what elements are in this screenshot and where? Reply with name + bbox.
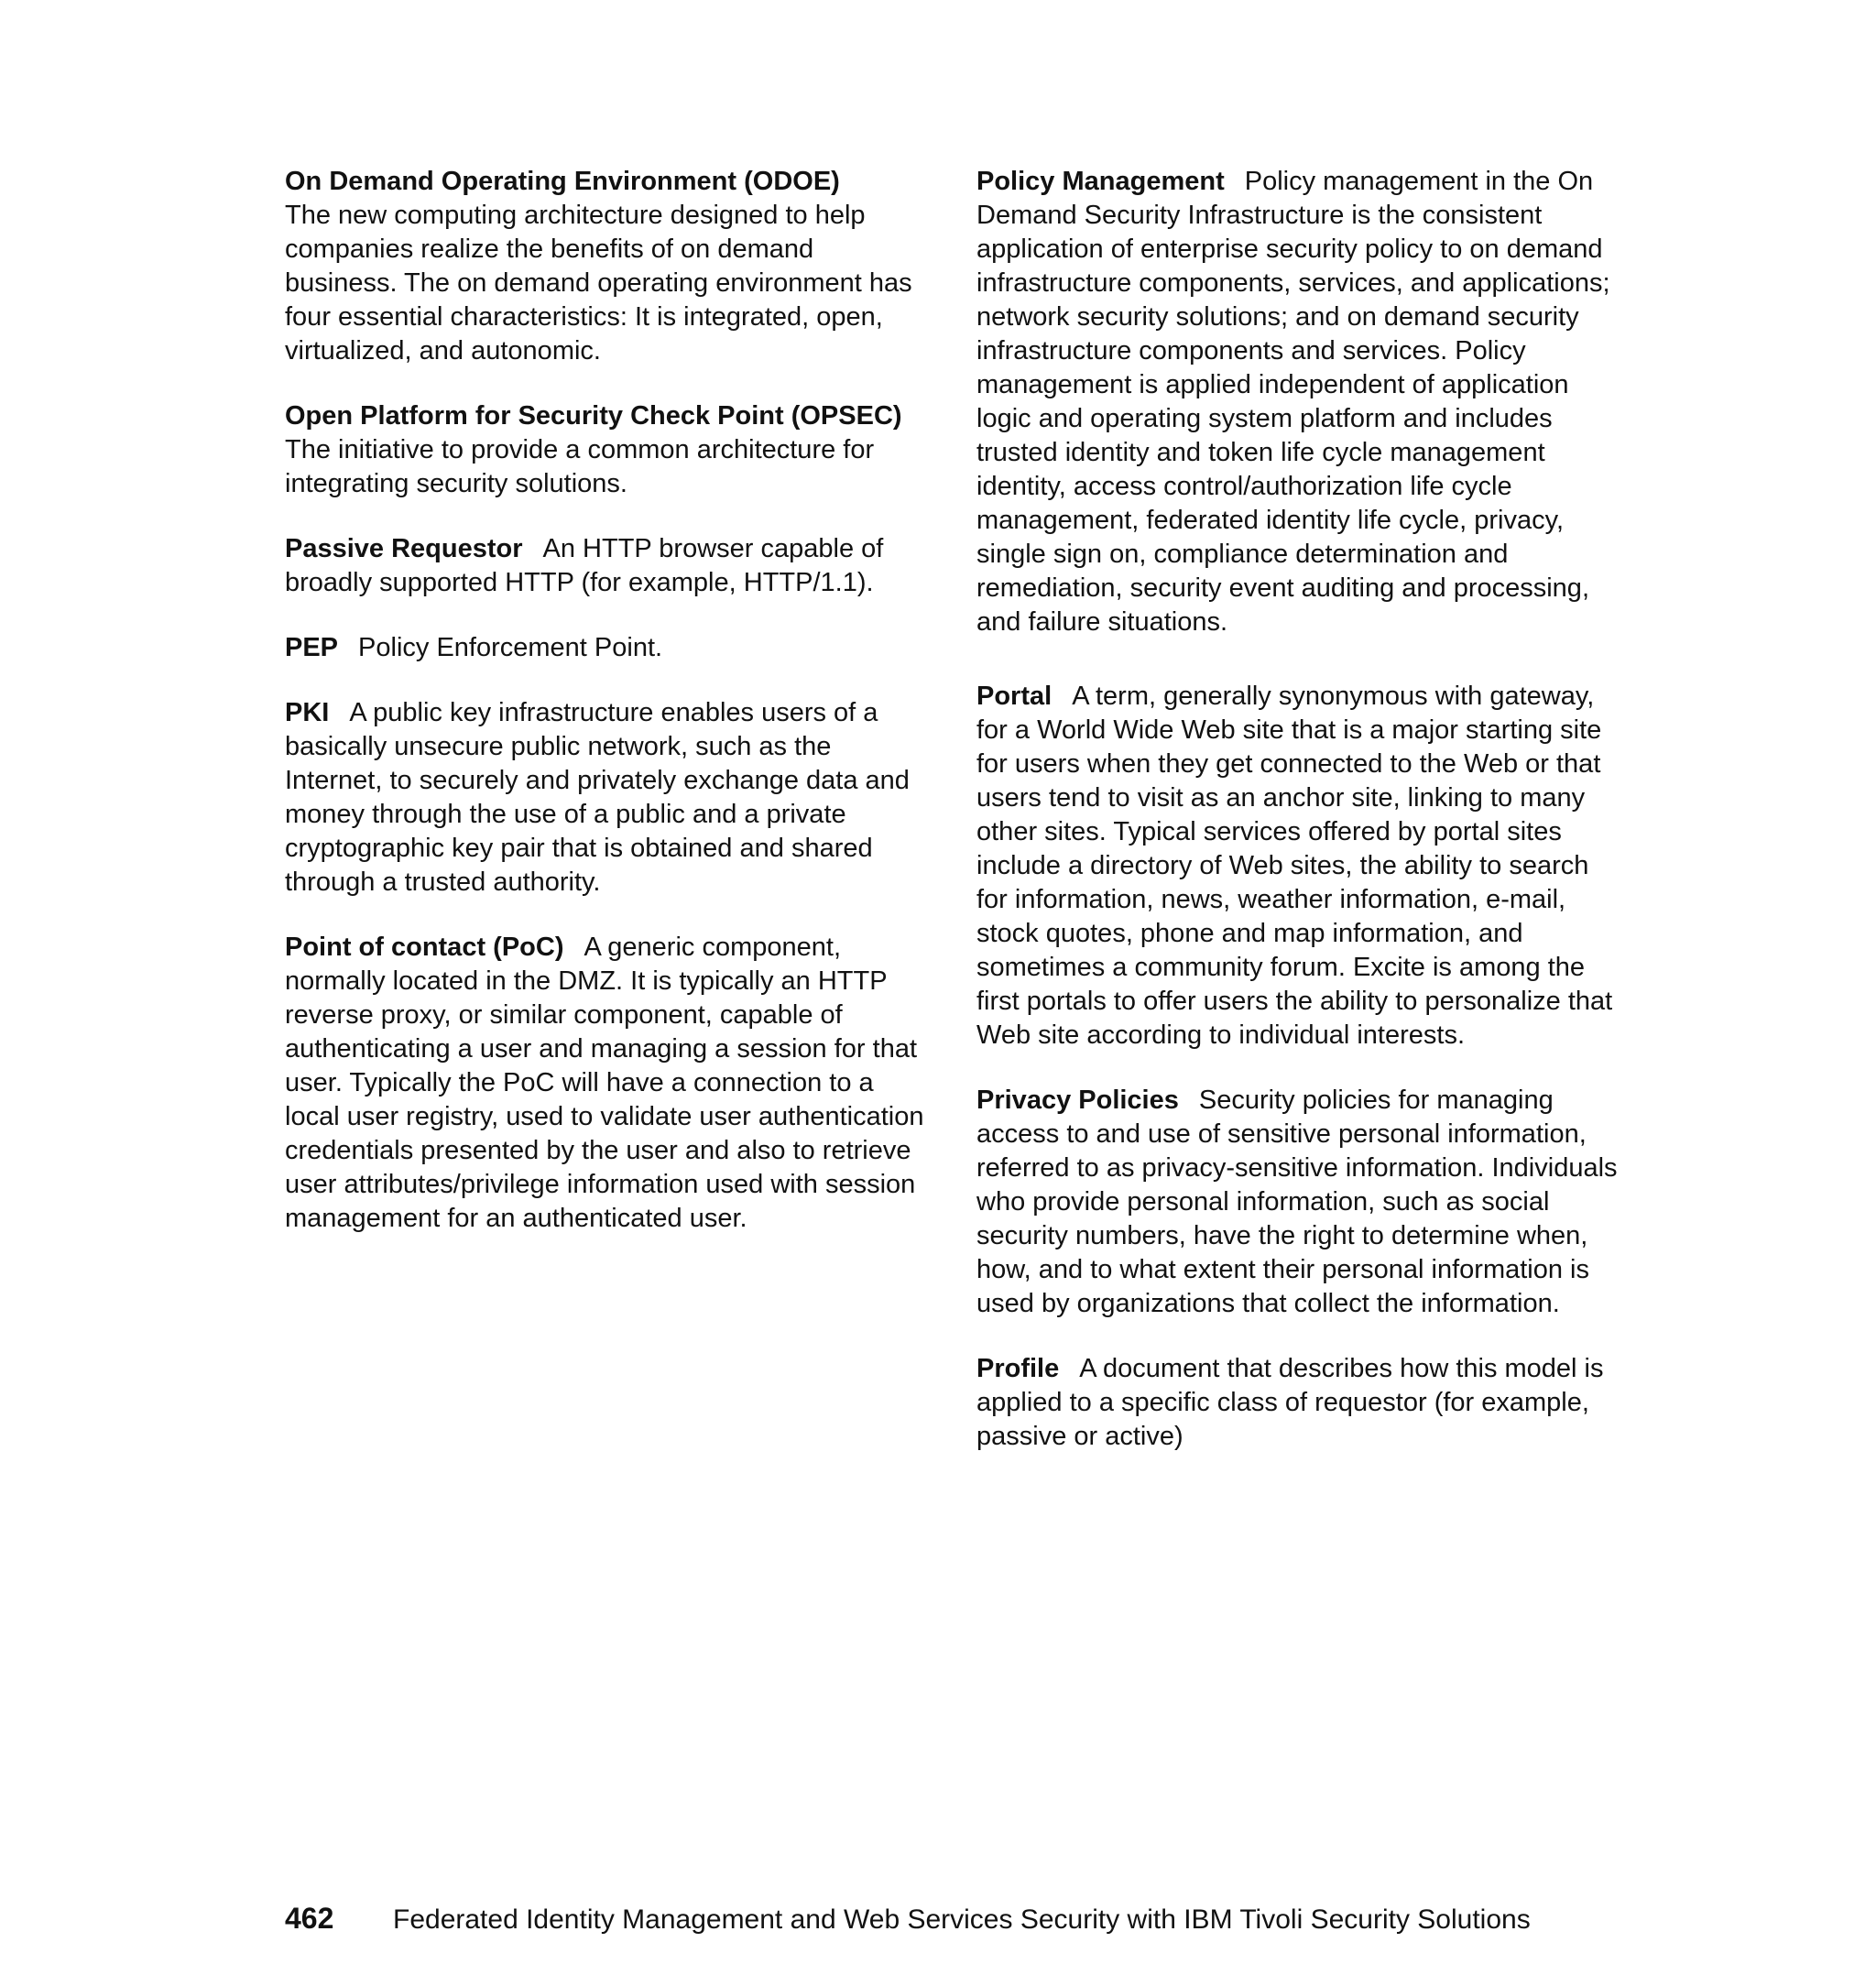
glossary-term: Profile [976, 1354, 1060, 1383]
glossary-entry-opsec [285, 399, 926, 501]
glossary-right-column [976, 165, 1620, 1485]
glossary-entry-passive-requestor [285, 532, 926, 600]
glossary-definition: A generic component, normally located in the DMZ. It is typically an HTTP reverse proxy, or similar component, capable of authenticating a user and managing a session for that user. Typically the PoC will have a connection to a local user registry, used to validate user authentication credentials presented by the user and also to retrieve user attributes/privilege information used with session management for an authenticated user. [285, 933, 924, 1233]
glossary-term: Portal [976, 682, 1053, 711]
glossary-entry-point-of-contact [285, 931, 926, 1236]
glossary-definition: The initiative to provide a common architecture for integrating security solutions. [285, 435, 875, 498]
glossary-definition: A document that describes how this model is applied to a specific class of requestor (for example, passive or active) [976, 1354, 1604, 1451]
page-number: 462 [285, 1902, 334, 1935]
glossary-definition: A term, generally synonymous with gateway, for a World Wide Web site that is a major starting site for users when they get connected to the Web or that users tend to visit as an anchor site, linking to many other sites. Typical services offered by portal sites include a directory of Web sites, the ability to search for information, news, weather information, e-mail, stock quotes, phone and map information, and sometimes a community forum. Excite is among the first portals to offer users the ability to personalize that Web site according to individual interests. [976, 682, 1613, 1050]
glossary-definition: A public key infrastructure enables users of a basically unsecure public network, such as the Internet, to securely and privately exchange data and money through the use of a public and a private cryptographic key pair that is obtained and shared through a trusted authority. [285, 698, 910, 897]
glossary-definition: The new computing architecture designed to help companies realize the benefits of on demand business. The on demand operating environment has four essential characteristics: It is integrated, open, virtualized, and autonomic. [285, 201, 912, 366]
glossary-entry-odoe [285, 165, 926, 368]
glossary-term: PEP [285, 633, 339, 662]
glossary-definition: Policy management in the On Demand Security Infrastructure is the consistent application of enterprise security policy to on demand infrastructure components, services, and applications; network security solutions; and on demand security infrastructure components and services. Policy management is applied independent of application logic and operating system platform and includes trusted identity and token life cycle management identity, access control/authorization life cycle management, federated identity life cycle, privacy, single sign on, compliance determination and remediation, security event auditing and processing, and failure situations. [976, 167, 1610, 637]
glossary-entry-pep [285, 631, 926, 665]
glossary-term: Policy Management [976, 167, 1225, 196]
glossary-definition: Policy Enforcement Point. [358, 633, 663, 662]
glossary-entry-portal [976, 680, 1620, 1053]
glossary-entry-profile [976, 1352, 1620, 1454]
page-footer [285, 1900, 1531, 1938]
glossary-entry-policy-management [976, 165, 1620, 639]
glossary-definition: Security policies for managing access to and use of sensitive personal information, referred to as privacy-sensitive information. Individuals who provide personal information, such as social security numbers, have the right to determine when, how, and to what extent their personal information is used by organizations that collect the information. [976, 1086, 1618, 1318]
glossary-left-column [285, 165, 926, 1267]
glossary-term: Privacy Policies [976, 1086, 1179, 1115]
glossary-term: PKI [285, 698, 330, 727]
glossary-entry-privacy-policies [976, 1084, 1620, 1321]
glossary-term: Point of contact (PoC) [285, 933, 564, 962]
glossary-term: Open Platform for Security Check Point (OPSEC) [285, 401, 902, 431]
glossary-entry-pki [285, 696, 926, 900]
glossary-definition: An HTTP browser capable of broadly supported HTTP (for example, HTTP/1.1). [285, 534, 884, 597]
book-title: Federated Identity Management and Web Services Security with IBM Tivoli Security Solutions [393, 1904, 1531, 1935]
glossary-term: Passive Requestor [285, 534, 523, 563]
glossary-term: On Demand Operating Environment (ODOE) [285, 167, 840, 196]
